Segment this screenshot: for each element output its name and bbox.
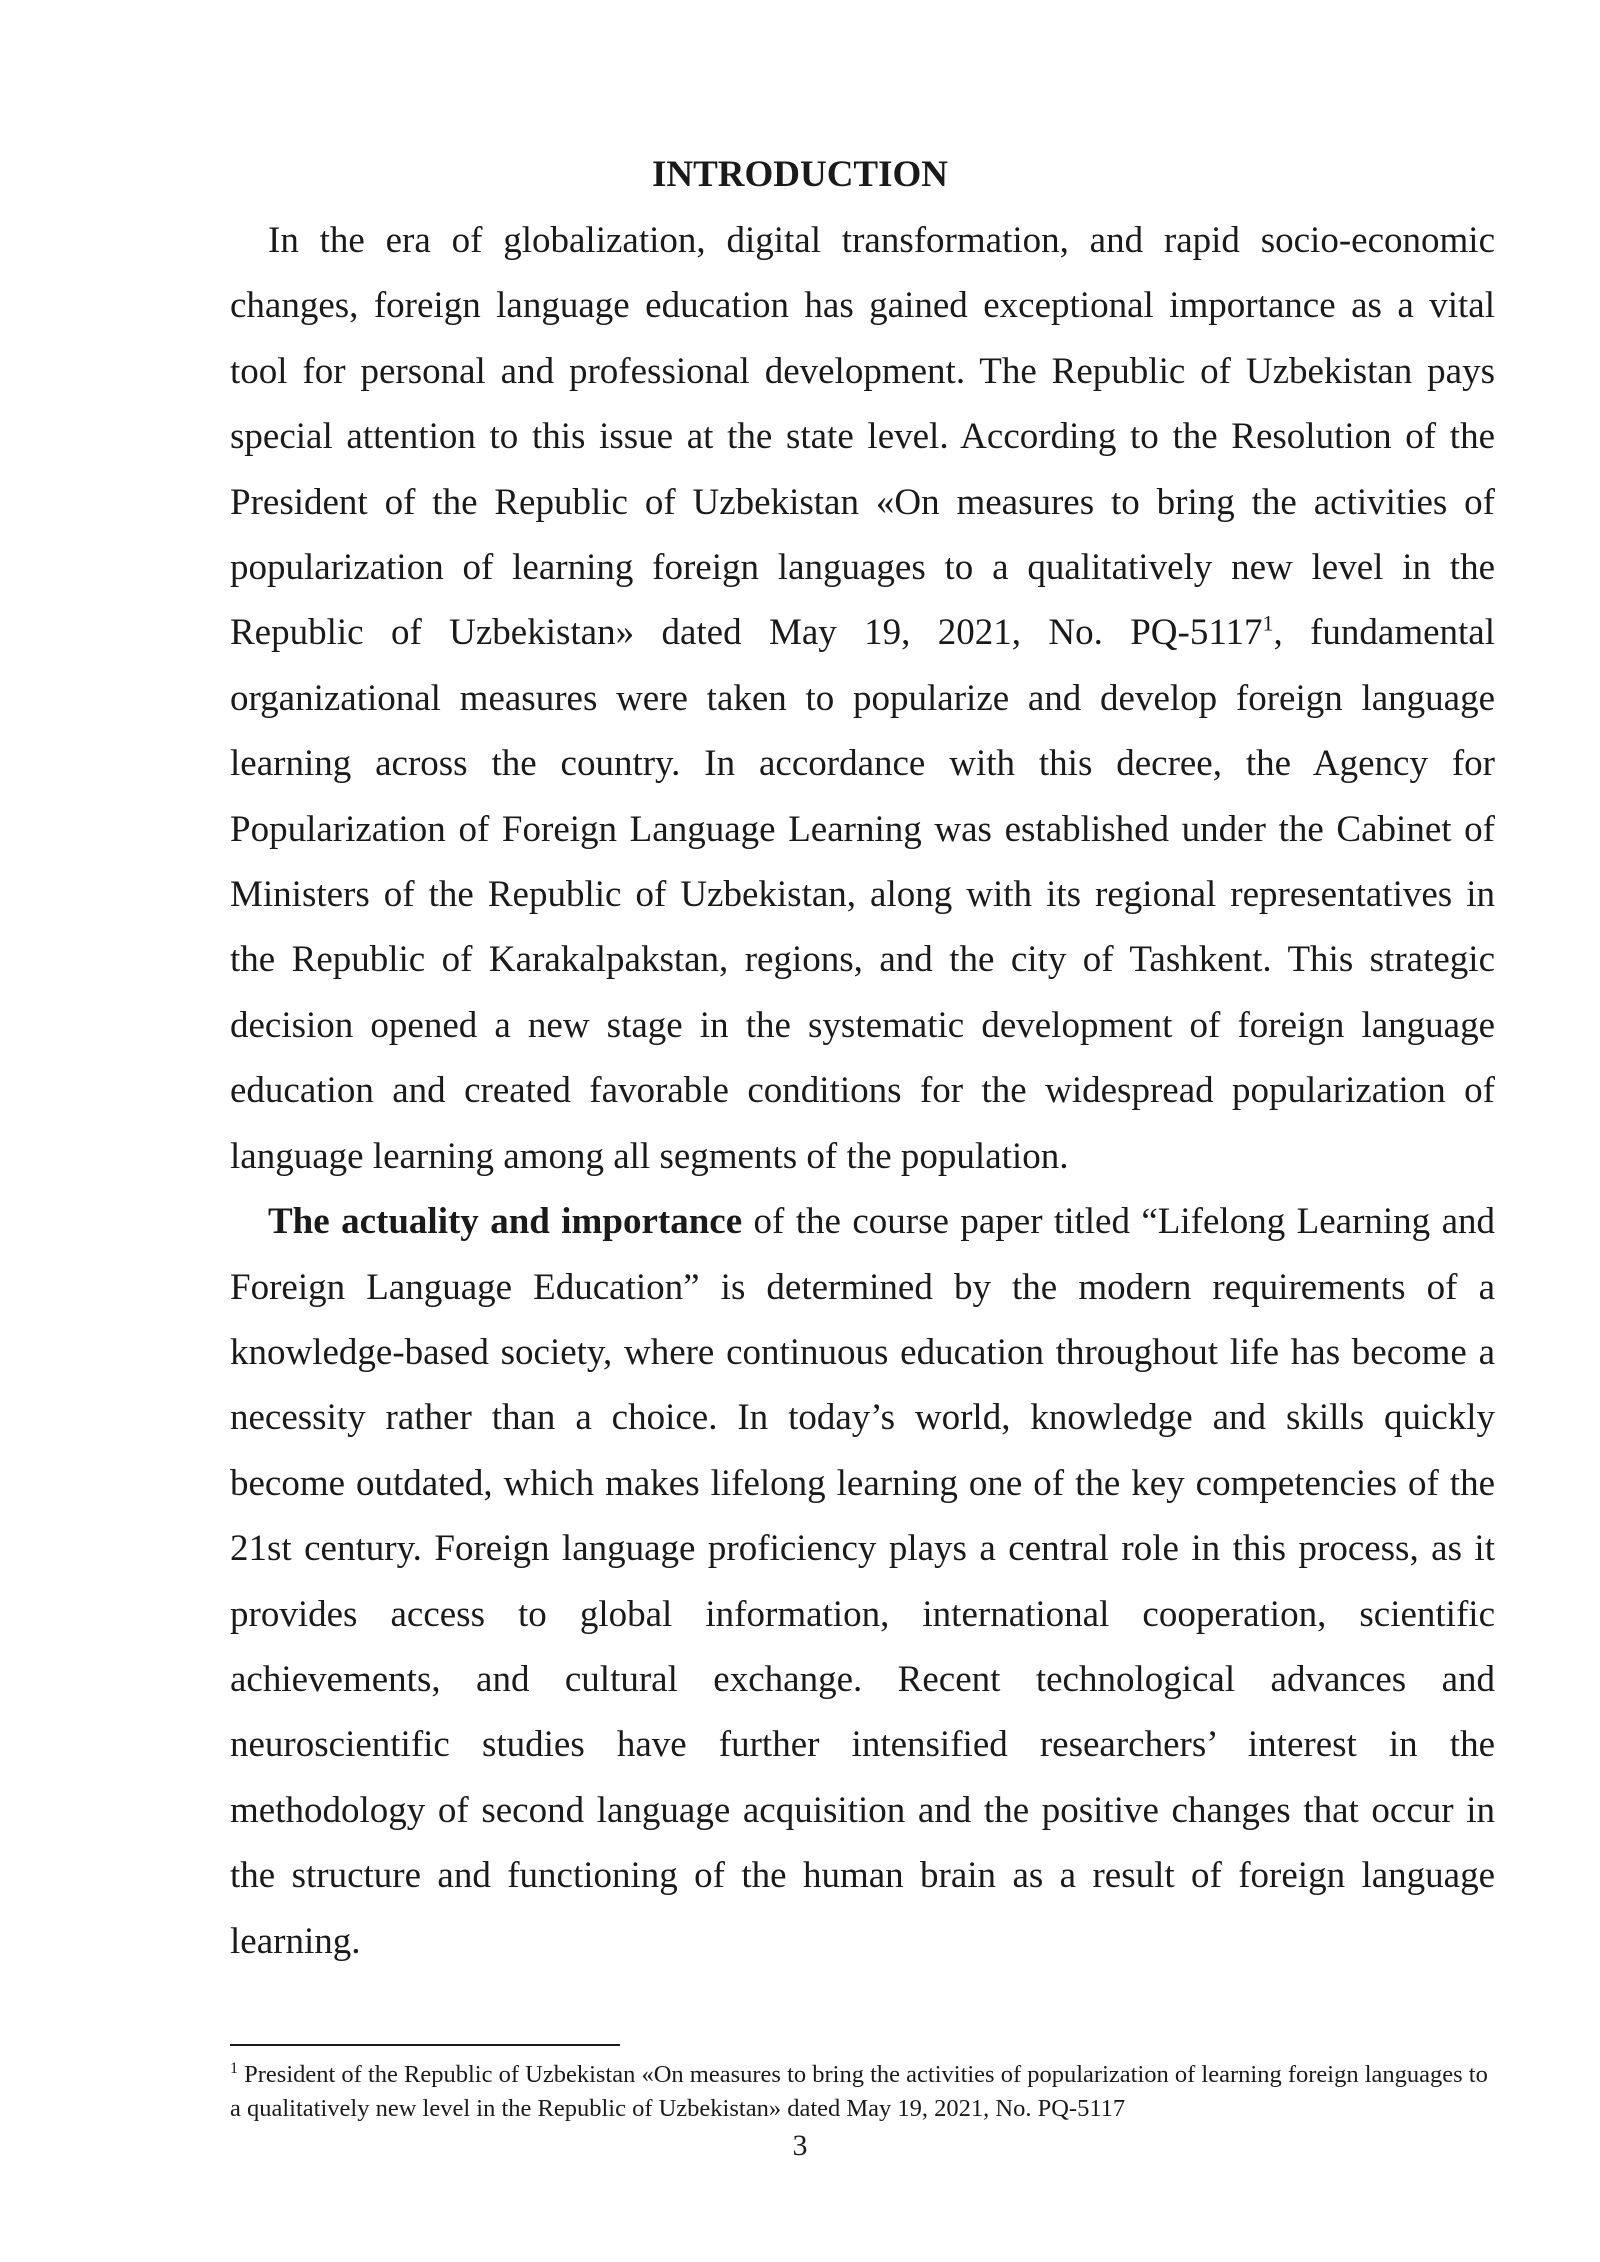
paragraph-text: In the era of globalization, digital transformation, and rapid socio-economic changes, foreign language education has gained exceptional importance as a vital tool for personal and professional development. The Republic of Uzbekistan pays special attention to this issue at the state level. According to the Resolution of the President of the Republic of Uzbekistan «On measures to bring the activities of popularization of learning foreign languages to a qualitatively new level in the Republic of Uzbekistan» dated May 19, 2021, No. PQ-5117 <box>230 220 1495 654</box>
footnote-mark: 1 <box>230 2059 238 2077</box>
page-title: INTRODUCTION <box>651 154 949 195</box>
actuality-paragraph <box>230 1189 1495 1974</box>
paragraph-text: of the course paper titled “Lifelong Learning and Foreign Language Education” is determined by the modern requirements of a knowledge-based society, where continuous education throughout life has become a necessity rather than a choice. In today’s world, knowledge and skills quickly become outdated, which makes lifelong learning one of the key competencies of the 21st century. Foreign language proficiency plays a central role in this process, as it provides access to global information, international cooperation, scientific achievements, and cultural exchange. Recent technological advances and neuroscientific studies have further intensified researchers’ interest in the methodology of second language acquisition and the positive changes that occur in the structure and functioning of the human brain as a result of foreign language learning. <box>230 1201 1496 1962</box>
bold-lead-phrase: The actuality and importance <box>268 1201 743 1243</box>
page-number: 3 <box>792 2129 808 2162</box>
footnote <box>230 2058 1495 2126</box>
footnote-text: President of the Republic of Uzbekistan «On measures to bring the activities of popularization of learning foreign languages to a qualitatively new level in the Republic of Uzbekistan» dated May 19, 2021, No. PQ-5117 <box>230 2061 1488 2122</box>
body-text <box>230 208 1495 1974</box>
introduction-paragraph <box>230 208 1495 1189</box>
footnote-reference: 1 <box>1262 611 1274 637</box>
paragraph-text-continued: , fundamental organizational measures were taken to popularize and develop foreign language learning across the country. In accordance with this decree, the Agency for Popularization of Foreign Language Learning was established under the Cabinet of Ministers of the Republic of Uzbekistan, along with its regional representatives in the Republic of Karakalpakstan, regions, and the city of Tashkent. This strategic decision opened a new stage in the systematic development of foreign language education and created favorable conditions for the widespread popularization of language learning among all segments of the population. <box>230 612 1495 1177</box>
footnote-divider <box>230 2044 620 2046</box>
